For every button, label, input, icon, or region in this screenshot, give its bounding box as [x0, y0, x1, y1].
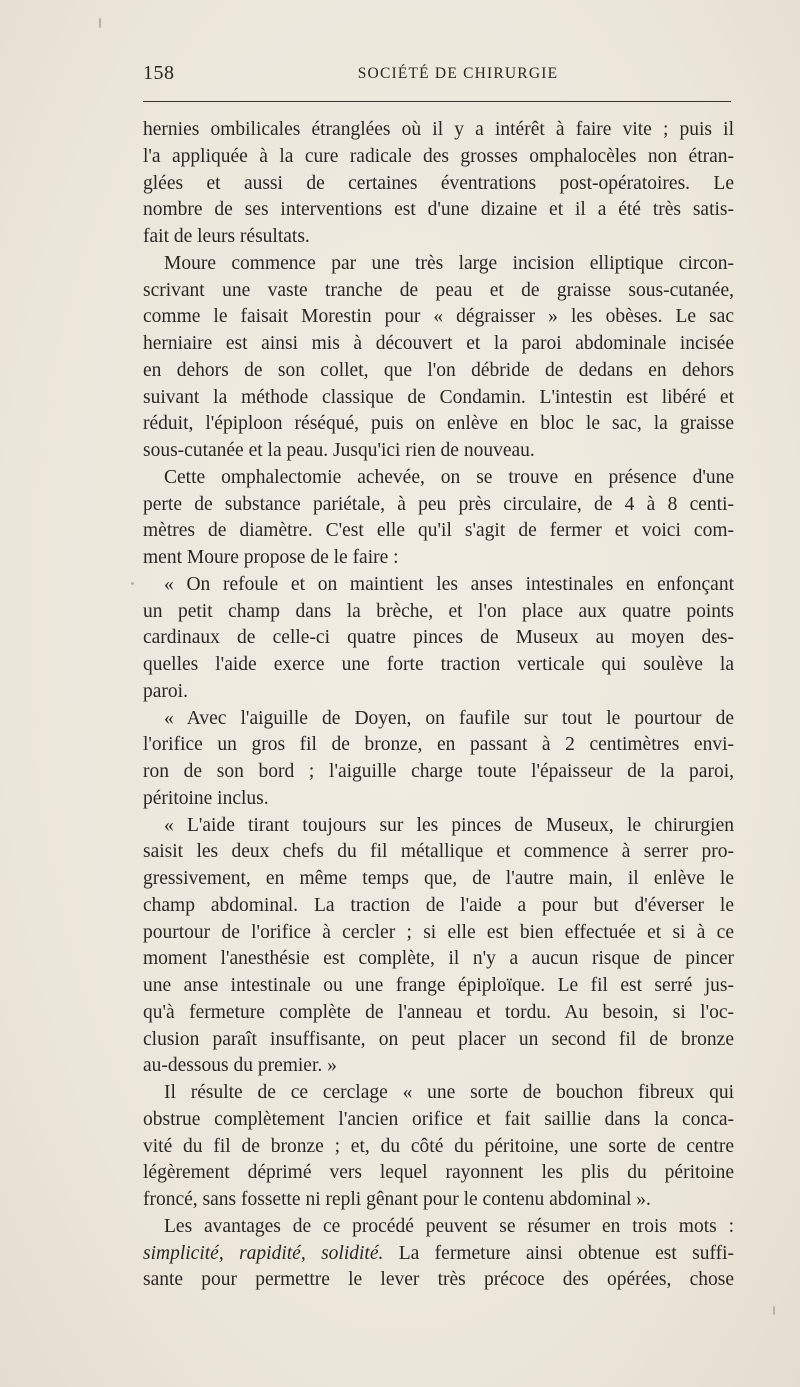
text-line: « On refoule et on maintient les anses intestinales en enfonçant: [164, 573, 734, 595]
text-line: Moure commence par une très large incision elliptique circon-: [164, 252, 734, 274]
text-line: un petit champ dans la brèche, et l'on place aux quatre points: [143, 600, 734, 622]
text-line: l'orifice un gros fil de bronze, en passant à 2 centimètres envi-: [143, 734, 734, 756]
paper-speck: [131, 582, 134, 585]
paragraph-2: [143, 251, 734, 465]
text-line: champ abdominal. La traction de l'aide a pour but d'éverser le: [143, 894, 734, 916]
paragraph-1: [143, 117, 734, 251]
text-line: scrivant une vaste tranche de peau et de graisse sous-cutanée,: [143, 279, 734, 301]
text-line: obstrue complètement l'ancien orifice et fait saillie dans la conca-: [143, 1108, 734, 1130]
paragraph-6: [143, 813, 734, 1081]
text-line: « L'aide tirant toujours sur les pinces de Museux, le chirurgien: [164, 814, 734, 836]
text-line: herniaire est ainsi mis à découvert et la paroi abdominale incisée: [143, 333, 734, 354]
body-text: [143, 117, 734, 1294]
text-line-with-italics: [143, 1241, 734, 1268]
text-line: sous-cutanée et la peau. Jusqu'ici rien de nouveau.: [143, 440, 535, 461]
text-line: péritoine inclus.: [143, 787, 269, 809]
text-line: gressivement, en même temps que, de l'autre main, il enlève le: [143, 868, 734, 889]
text-line: mètres de diamètre. C'est elle qu'il s'agit de fermer et voici com-: [143, 520, 734, 542]
italic-word: rapidité,: [239, 1242, 306, 1264]
text-line: saisit les deux chefs du fil métallique et commence à serrer pro-: [143, 841, 734, 863]
text-line: ron de son bord ; l'aiguille charge toute l'épaisseur de la paroi,: [143, 761, 734, 782]
text-line: froncé, sans fossette ni repli gênant pour le contenu abdominal ».: [143, 1189, 651, 1210]
text-line: vité du fil de bronze ; et, du côté du péritoine, une sorte de centre: [143, 1135, 734, 1157]
text-line: pourtour de l'orifice à cercler ; si elle est bien effectuée et si à ce: [143, 921, 734, 943]
text-line: « Avec l'aiguille de Doyen, on faufile sur tout le pourtour de: [164, 707, 734, 729]
text-line: une anse intestinale ou une frange épiploïque. Le fil est serré jus-: [143, 975, 734, 996]
text-line: réduit, l'épiploon réséqué, puis on enlève en bloc le sac, la graisse: [143, 413, 734, 435]
text-line: hernies ombilicales étranglées où il y a intérêt à faire vite ; puis il: [143, 119, 734, 140]
text-line: cardinaux de celle-ci quatre pinces de Museux au moyen des-: [143, 627, 734, 649]
text-line: comme le faisait Morestin pour « dégraisser » les obèses. Le sac: [143, 306, 734, 328]
text-line: en dehors de son collet, que l'on débride de dedans en dehors: [143, 359, 734, 381]
text-line: suivant la méthode classique de Condamin. L'intestin est libéré et: [143, 386, 734, 408]
text-line: quelles l'aide exerce une forte traction verticale qui soulève la: [143, 654, 734, 675]
text-line: ment Moure propose de le faire :: [143, 547, 399, 568]
text-line: nombre de ses interventions est d'une dizaine et il a été très satis-: [143, 199, 734, 221]
text-line: l'a appliquée à la cure radicale des grosses omphalocèles non étran-: [143, 145, 734, 167]
text-line: au-dessous du premier. »: [143, 1055, 337, 1077]
paper-speck: [773, 1306, 775, 1315]
text-line: perte de substance pariétale, à peu près circulaire, de 4 à 8 centi-: [143, 493, 734, 515]
paragraph-3: [143, 465, 734, 572]
italic-word: solidité.: [321, 1242, 384, 1264]
paragraph-8: [143, 1214, 734, 1294]
text-line: Les avantages de ce procédé peuvent se résumer en trois mots :: [164, 1215, 734, 1237]
text-line: Cette omphalectomie achevée, on se trouve en présence d'une: [164, 466, 734, 488]
text-line: Il résulte de ce cerclage « une sorte de bouchon fibreux qui: [164, 1082, 734, 1103]
text-line: légèrement déprimé vers lequel rayonnent les plis du péritoine: [143, 1162, 734, 1184]
paragraph-5: [143, 706, 734, 813]
text-line: qu'à fermeture complète de l'anneau et tordu. Au besoin, si l'oc-: [143, 1001, 734, 1023]
text-line: glées et aussi de certaines éventrations post-opératoires. Le: [143, 172, 734, 194]
text-line: paroi.: [143, 680, 188, 702]
line-remainder: La fermeture ainsi obtenue est suffi-: [398, 1242, 735, 1264]
paragraph-7: [143, 1080, 734, 1214]
page-header: [143, 60, 733, 90]
paper-speck: [99, 18, 101, 28]
text-line: moment l'anesthésie est complète, il n'y a aucun risque de pincer: [143, 948, 734, 970]
text-line: clusion paraît insuffisante, on peut placer un second fil de bronze: [143, 1028, 734, 1050]
text-line: fait de leurs résultats.: [143, 226, 310, 247]
header-rule: [143, 101, 731, 102]
page-number: 158: [143, 62, 175, 84]
paragraph-4: [143, 572, 734, 706]
italic-word: simplicité,: [143, 1242, 224, 1264]
text-line: sante pour permettre le lever très précoce des opérées, chose: [143, 1269, 734, 1291]
running-title: SOCIÉTÉ DE CHIRURGIE: [357, 65, 559, 82]
